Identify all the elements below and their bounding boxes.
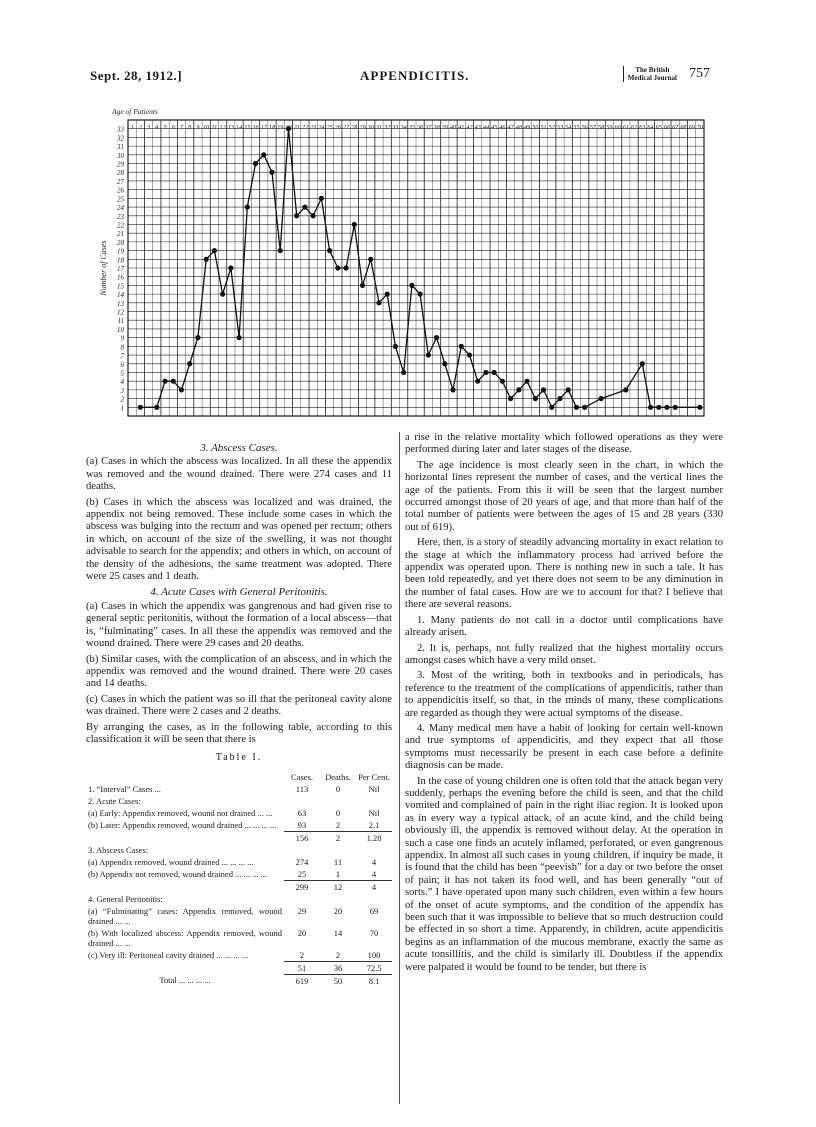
x-tick-label: 40 xyxy=(449,124,457,131)
table-subtotal-row xyxy=(86,831,392,844)
x-tick-label: 24 xyxy=(318,124,325,131)
cell: 93 xyxy=(297,819,307,830)
data-point xyxy=(327,248,332,253)
x-tick-label: 14 xyxy=(235,124,243,131)
x-tick-label: 47 xyxy=(507,124,514,131)
cell: 2 xyxy=(335,949,341,960)
x-tick-label: 23 xyxy=(310,124,317,131)
cell: 36 xyxy=(320,961,356,974)
table-row xyxy=(86,856,392,868)
x-tick-label: 27 xyxy=(342,124,350,131)
cell: 69 xyxy=(369,905,379,916)
x-tick-label: 1 xyxy=(130,124,134,131)
data-point xyxy=(426,352,431,357)
x-tick-label: 51 xyxy=(540,124,547,131)
data-point xyxy=(335,265,340,270)
data-point xyxy=(261,152,266,157)
cell: 1 xyxy=(335,868,341,879)
data-point xyxy=(549,405,554,410)
cell: 25 xyxy=(297,868,307,879)
x-tick-label: 58 xyxy=(598,124,605,131)
data-point xyxy=(286,126,291,131)
x-tick-label: 62 xyxy=(630,124,638,131)
x-tick-label: 45 xyxy=(491,124,498,131)
table-group-heading xyxy=(86,795,392,807)
data-point xyxy=(376,300,381,305)
data-point xyxy=(302,204,307,209)
header-title: APPENDICITIS. xyxy=(360,68,470,83)
x-tick-label: 12 xyxy=(219,124,226,131)
x-tick-label: 33 xyxy=(392,124,399,131)
table-row xyxy=(86,783,392,795)
y-tick-label: 10 xyxy=(117,325,124,334)
data-point xyxy=(171,379,176,384)
x-tick-label: 69 xyxy=(688,124,695,131)
y-tick-label: 7 xyxy=(120,352,124,361)
y-tick-label: 4 xyxy=(120,378,124,387)
x-tick-label: 43 xyxy=(474,124,481,131)
data-point xyxy=(195,335,200,340)
cell: 72.5 xyxy=(356,961,392,974)
cell: 14 xyxy=(333,927,343,938)
paragraph: 1. Many patients do not call in a doctor until complications have already arisen. xyxy=(405,614,723,639)
x-tick-label: 46 xyxy=(499,124,506,131)
data-point xyxy=(623,387,628,392)
x-tick-label: 68 xyxy=(680,124,687,131)
data-point xyxy=(343,265,348,270)
x-tick-label: 70 xyxy=(696,124,703,131)
y-tick-label: 3 xyxy=(120,386,124,395)
x-tick-label: 59 xyxy=(606,124,613,131)
cell: 8.1 xyxy=(356,974,392,987)
y-tick-label: 21 xyxy=(117,230,124,239)
row-label: (a) “Fulminating” cases: Appendix removed, wound drained ... ... xyxy=(88,905,282,926)
journal-line-1: The British xyxy=(635,66,670,74)
data-point xyxy=(574,405,579,410)
x-tick-label: 28 xyxy=(351,124,358,131)
data-point xyxy=(220,292,225,297)
data-point xyxy=(352,222,357,227)
cell: 619 xyxy=(284,974,320,987)
y-tick-label: 23 xyxy=(117,212,124,221)
age-chart-svg xyxy=(94,104,716,424)
data-point xyxy=(557,396,562,401)
y-tick-label: 2 xyxy=(120,395,124,404)
paragraph: 3. Most of the writing, both in textbooks and in periodicals, has reference to the treatment of the complications of appendicitis, rather than to appendicitis itself, so that, in the minds of many, these complications are regarded as though they were actual symptoms of the disease. xyxy=(405,670,723,719)
table-row xyxy=(86,949,392,962)
row-label: (b) Appendix not removed, wound drained ... ... ... ... xyxy=(88,868,267,879)
row-label: (b) With localized abscess: Appendix removed, wound drained ... ... xyxy=(88,927,282,948)
y-tick-label: 27 xyxy=(117,177,124,186)
y-tick-label: 14 xyxy=(117,291,124,300)
journal-name xyxy=(623,66,681,82)
y-tick-label: 30 xyxy=(117,151,124,160)
x-tick-label: 38 xyxy=(433,124,440,131)
data-point xyxy=(664,405,669,410)
y-tick-label: 16 xyxy=(117,273,124,282)
group-label: 2. Acute Cases: xyxy=(88,795,141,806)
chart-title: Age of Patients xyxy=(112,107,158,116)
x-tick-label: 36 xyxy=(417,124,424,131)
age-chart xyxy=(94,104,716,424)
y-tick-label: 17 xyxy=(117,265,124,273)
x-tick-label: 11 xyxy=(211,124,218,131)
x-tick-label: 9 xyxy=(196,124,200,131)
data-point xyxy=(673,405,678,410)
x-tick-label: 37 xyxy=(425,124,432,131)
table-row xyxy=(86,807,392,819)
x-tick-label: 44 xyxy=(482,124,490,131)
cell: 2 xyxy=(335,819,341,830)
y-axis-label: Number of Cases xyxy=(99,240,108,296)
y-tick-label: 20 xyxy=(117,238,124,247)
cell: 70 xyxy=(369,927,379,938)
row-label: (a) Early: Appendix removed, wound not drained ... ... xyxy=(88,807,273,818)
data-point xyxy=(516,387,521,392)
cell: 156 xyxy=(284,831,320,844)
paragraph-4c: (c) Cases in which the patient was so ill that the peritoneal cavity alone was drained. There were 2 cases and 2 deaths. xyxy=(86,693,392,718)
data-point xyxy=(697,405,702,410)
data-point xyxy=(278,248,283,253)
x-tick-label: 18 xyxy=(268,124,276,131)
x-tick-label: 35 xyxy=(408,124,415,131)
data-point xyxy=(368,257,373,262)
data-point xyxy=(508,396,513,401)
data-point xyxy=(450,387,455,392)
left-column xyxy=(86,440,392,987)
data-point xyxy=(228,265,233,270)
x-tick-label: 22 xyxy=(301,124,309,131)
table-row xyxy=(86,905,392,927)
x-tick-label: 4 xyxy=(155,124,159,131)
row-label: (b) Later: Appendix removed, wound drained ... ... ... ... xyxy=(88,819,277,830)
x-tick-label: 49 xyxy=(523,124,531,131)
row-label: Total ... ... ... ... xyxy=(159,975,211,986)
header-journal xyxy=(623,66,710,82)
paragraph-4a: (a) Cases in which the appendix was gangrenous and had given rise to general septic peritonitis, without the formation of a local abscess—that is, “fulminating” cases. In all these the appendix was removed and the wound drained. There were 29 cases and 20 deaths. xyxy=(86,600,392,650)
paragraph: a rise in the relative mortality which followed operations as they were performed during later and later stages of the disease. xyxy=(405,432,723,456)
y-tick-label: 12 xyxy=(117,308,124,317)
data-point xyxy=(541,387,546,392)
data-point xyxy=(253,161,258,166)
data-point xyxy=(162,379,167,384)
y-tick-label: 15 xyxy=(117,282,124,291)
table-1 xyxy=(86,771,392,987)
y-tick-label: 24 xyxy=(117,204,124,213)
data-point xyxy=(236,335,241,340)
data-point xyxy=(409,283,414,288)
data-point xyxy=(582,405,587,410)
x-tick-label: 25 xyxy=(326,124,333,131)
y-tick-label: 31 xyxy=(117,143,124,152)
group-label: 3. Abscess Cases: xyxy=(88,844,149,855)
paragraph-arrange: By arranging the cases, as in the following table, according to this classification it will be seen that there is xyxy=(86,721,392,745)
x-tick-label: 61 xyxy=(622,124,629,131)
cell: 29 xyxy=(297,905,307,916)
cell: Nil xyxy=(368,807,380,818)
data-point xyxy=(187,361,192,366)
row-label: (a) Appendix removed, wound drained ... ... ... ... xyxy=(88,856,254,867)
x-tick-label: 2 xyxy=(138,124,142,131)
right-column xyxy=(405,432,723,977)
x-tick-label: 10 xyxy=(203,124,210,131)
cell: 4 xyxy=(371,868,377,879)
cell: 0 xyxy=(335,783,341,794)
col-percent: Per Cent. xyxy=(358,771,390,782)
y-tick-label: 22 xyxy=(117,221,124,230)
data-point xyxy=(533,396,538,401)
data-point xyxy=(319,196,324,201)
x-tick-label: 6 xyxy=(171,124,175,131)
row-label: (c) Very ill: Peritoneal cavity drained ... ... ... ... xyxy=(88,949,249,960)
data-point xyxy=(566,387,571,392)
col-deaths: Deaths. xyxy=(325,771,351,782)
data-point xyxy=(179,387,184,392)
cell: 2.1 xyxy=(368,819,380,830)
x-tick-label: 31 xyxy=(375,124,383,131)
x-tick-label: 63 xyxy=(639,124,646,131)
y-tick-label: 33 xyxy=(117,125,124,134)
data-point xyxy=(269,170,274,175)
x-tick-label: 3 xyxy=(147,124,151,131)
table-total-row xyxy=(86,974,392,987)
y-tick-label: 11 xyxy=(117,317,124,326)
x-tick-label: 65 xyxy=(655,124,662,131)
cell: 100 xyxy=(367,949,381,960)
row-label: 1. “Interval” Cases ... xyxy=(88,783,161,794)
cell: 63 xyxy=(297,807,307,818)
cell: 2 xyxy=(320,831,356,844)
table-subtotal-row xyxy=(86,961,392,974)
x-tick-label: 52 xyxy=(548,124,555,131)
col-cases: Cases. xyxy=(291,771,313,782)
table-row xyxy=(86,868,392,881)
data-point xyxy=(599,396,604,401)
y-tick-label: 28 xyxy=(117,169,124,178)
section-4-heading: 4. Acute Cases with General Peritonitis. xyxy=(150,586,328,599)
column-divider xyxy=(399,432,400,1104)
table-row xyxy=(86,819,392,832)
x-tick-label: 8 xyxy=(188,124,192,131)
data-point xyxy=(154,405,159,410)
journal-line-2: Medical Journal xyxy=(627,74,677,82)
y-tick-label: 9 xyxy=(120,334,124,343)
data-point xyxy=(648,405,653,410)
data-point xyxy=(393,344,398,349)
section-3-heading: 3. Abscess Cases. xyxy=(200,442,278,454)
x-tick-label: 13 xyxy=(227,124,234,131)
x-tick-label: 39 xyxy=(441,124,448,131)
paragraph-3a: (a) Cases in which the abscess was localized. In all these the appendix was removed and the wound drained. There were 274 cases and 11 deaths. xyxy=(86,456,392,493)
cell: 274 xyxy=(295,856,309,867)
y-tick-label: 13 xyxy=(117,299,124,308)
x-tick-label: 30 xyxy=(367,124,374,131)
x-tick-label: 16 xyxy=(252,124,259,131)
data-point xyxy=(640,361,645,366)
y-tick-label: 8 xyxy=(120,343,124,352)
data-point xyxy=(138,405,143,410)
data-point xyxy=(483,370,488,375)
table-row xyxy=(86,927,392,949)
x-tick-label: 17 xyxy=(260,124,267,131)
x-tick-label: 50 xyxy=(532,124,539,131)
x-tick-label: 7 xyxy=(179,124,184,131)
cell: 299 xyxy=(284,880,320,893)
paragraph: Here, then, is a story of steadily advancing mortality in exact relation to the stage at which the inflammatory process had arrived before the appendix was operated upon. There is nothing new in such a tale. It has been told repeatedly, and yet there does not seem to be any diminution in the number of fatal cases. How are we to account for that? I believe that there are several reasons. xyxy=(405,537,723,611)
x-tick-label: 54 xyxy=(565,124,572,131)
data-point xyxy=(311,213,316,218)
data-point xyxy=(418,292,423,297)
data-point xyxy=(385,292,390,297)
data-point xyxy=(294,213,299,218)
table-caption: Table I. xyxy=(215,752,263,764)
cell: 20 xyxy=(333,905,343,916)
x-tick-label: 48 xyxy=(515,124,522,131)
cell: Nil xyxy=(368,783,380,794)
x-tick-label: 32 xyxy=(384,124,391,131)
cell: 4 xyxy=(356,880,392,893)
x-tick-label: 42 xyxy=(466,124,473,131)
data-point xyxy=(475,379,480,384)
paragraph: In the case of young children one is often told that the attack began very suddenly, perhaps the evening before the child is seen, and that the child vomited and complained of pain in the right iliac region. It is looked upon as in every way a typical attack, of an acute kind, and the child being obviously ill, the appendix is removed without delay. At the operation in such a case one finds an acutely inflamed, perforated, or even gangrenous appendix. In almost all such cases in young children, if inquiry be made, it is found that the child has been “peevish” for a day or two before the onset of pain; it has not taken its food well, and has been generally “out of sorts.” I have operated upon many such children, even within a few hours of the onset of acute symptoms, and the condition of the appendix has been such that it was impossible to believe that so much destruction could be effected in so short a time. Apparently, in children, acute appendicitis begins as an inflammation of the mucous membrane, exactly the same as acute tonsillitis, and the child is similarly ill. Doubtless if the appendix were palpated it would be found to be tender, but there is xyxy=(405,775,723,973)
data-point xyxy=(401,370,406,375)
y-tick-label: 29 xyxy=(117,160,124,169)
cell: 113 xyxy=(295,783,309,794)
x-tick-label: 57 xyxy=(589,124,597,131)
cell: 12 xyxy=(320,880,356,893)
y-tick-label: 19 xyxy=(117,247,124,256)
x-tick-label: 19 xyxy=(277,124,284,131)
y-tick-label: 1 xyxy=(120,404,124,413)
x-tick-label: 41 xyxy=(458,124,465,131)
x-tick-label: 26 xyxy=(334,124,341,131)
cell: 0 xyxy=(335,807,341,818)
cell: 11 xyxy=(333,856,343,867)
paragraph-3b: (b) Cases in which the abscess was localized and was drained, the appendix not being removed. These include some cases in which the abscess was bulging into the rectum and was opened per rectum; others in which, on account of the size of the swelling, it was not thought advisable to search for the appendix; and others in which, on account of the density of the adhesions, the same treatment was adopted. There were 25 cases and 1 death. xyxy=(86,496,392,583)
cell: 20 xyxy=(297,927,307,938)
header-date: Sept. 28, 1912.] xyxy=(90,68,183,83)
running-header xyxy=(90,66,710,86)
cell: 50 xyxy=(320,974,356,987)
data-point xyxy=(204,257,209,262)
y-tick-label: 5 xyxy=(120,369,124,378)
data-point xyxy=(212,248,217,253)
x-tick-label: 53 xyxy=(556,124,564,131)
page-number: 757 xyxy=(689,66,710,81)
data-point xyxy=(459,344,464,349)
table-subtotal-row xyxy=(86,880,392,893)
y-tick-label: 6 xyxy=(120,360,124,369)
table-group-heading xyxy=(86,844,392,856)
x-tick-label: 21 xyxy=(293,124,300,131)
cell: 4 xyxy=(371,856,377,867)
paragraph-4b: (b) Similar cases, with the complication of an abscess, and in which the appendix was removed and the wound drained. There were 20 cases and 14 deaths. xyxy=(86,653,392,690)
paragraph: 2. It is, perhaps, not fully realized that the highest mortality occurs amongst cases which have a very mild onset. xyxy=(405,642,723,666)
cell: 2 xyxy=(299,949,305,960)
data-point xyxy=(524,379,529,384)
y-tick-label: 32 xyxy=(117,134,124,143)
data-point xyxy=(245,204,250,209)
y-tick-label: 25 xyxy=(117,195,124,204)
x-tick-label: 55 xyxy=(573,124,580,131)
cell: 51 xyxy=(284,961,320,974)
x-tick-label: 56 xyxy=(581,124,588,131)
x-tick-label: 15 xyxy=(244,124,251,131)
data-point xyxy=(492,370,497,375)
x-tick-label: 34 xyxy=(400,124,407,131)
x-tick-label: 67 xyxy=(672,124,679,131)
x-tick-label: 66 xyxy=(663,124,671,131)
cell: 1.28 xyxy=(356,831,392,844)
x-tick-label: 60 xyxy=(614,124,621,131)
table-header-row xyxy=(86,771,392,783)
group-label: 4. General Peritonitis: xyxy=(88,893,163,904)
data-point xyxy=(656,405,661,410)
data-point xyxy=(360,283,365,288)
paragraph: The age incidence is most clearly seen in the chart, in which the horizontal lines represent the number of cases, and the vertical lines the age of the patients. From this it will be seen that the largest number occurred amongst those of 20 years of age, and that more than half of the total number of patients were between the ages of 15 and 28 years (330 out of 619). xyxy=(405,459,723,533)
x-tick-label: 64 xyxy=(647,124,654,131)
y-tick-label: 18 xyxy=(117,256,124,265)
data-point xyxy=(467,352,472,357)
data-point xyxy=(442,361,447,366)
data-point xyxy=(500,379,505,384)
data-point xyxy=(434,335,439,340)
x-tick-label: 5 xyxy=(163,124,167,131)
y-tick-label: 26 xyxy=(117,186,124,195)
x-tick-label: 29 xyxy=(359,124,366,131)
paragraph: 4. Many medical men have a habit of looking for certain well-known and true symptoms of appendicitis, and they expect that all those symptoms must necessarily be present in each case before a definite diagnosis can be made. xyxy=(405,722,723,772)
table-group-heading xyxy=(86,893,392,905)
